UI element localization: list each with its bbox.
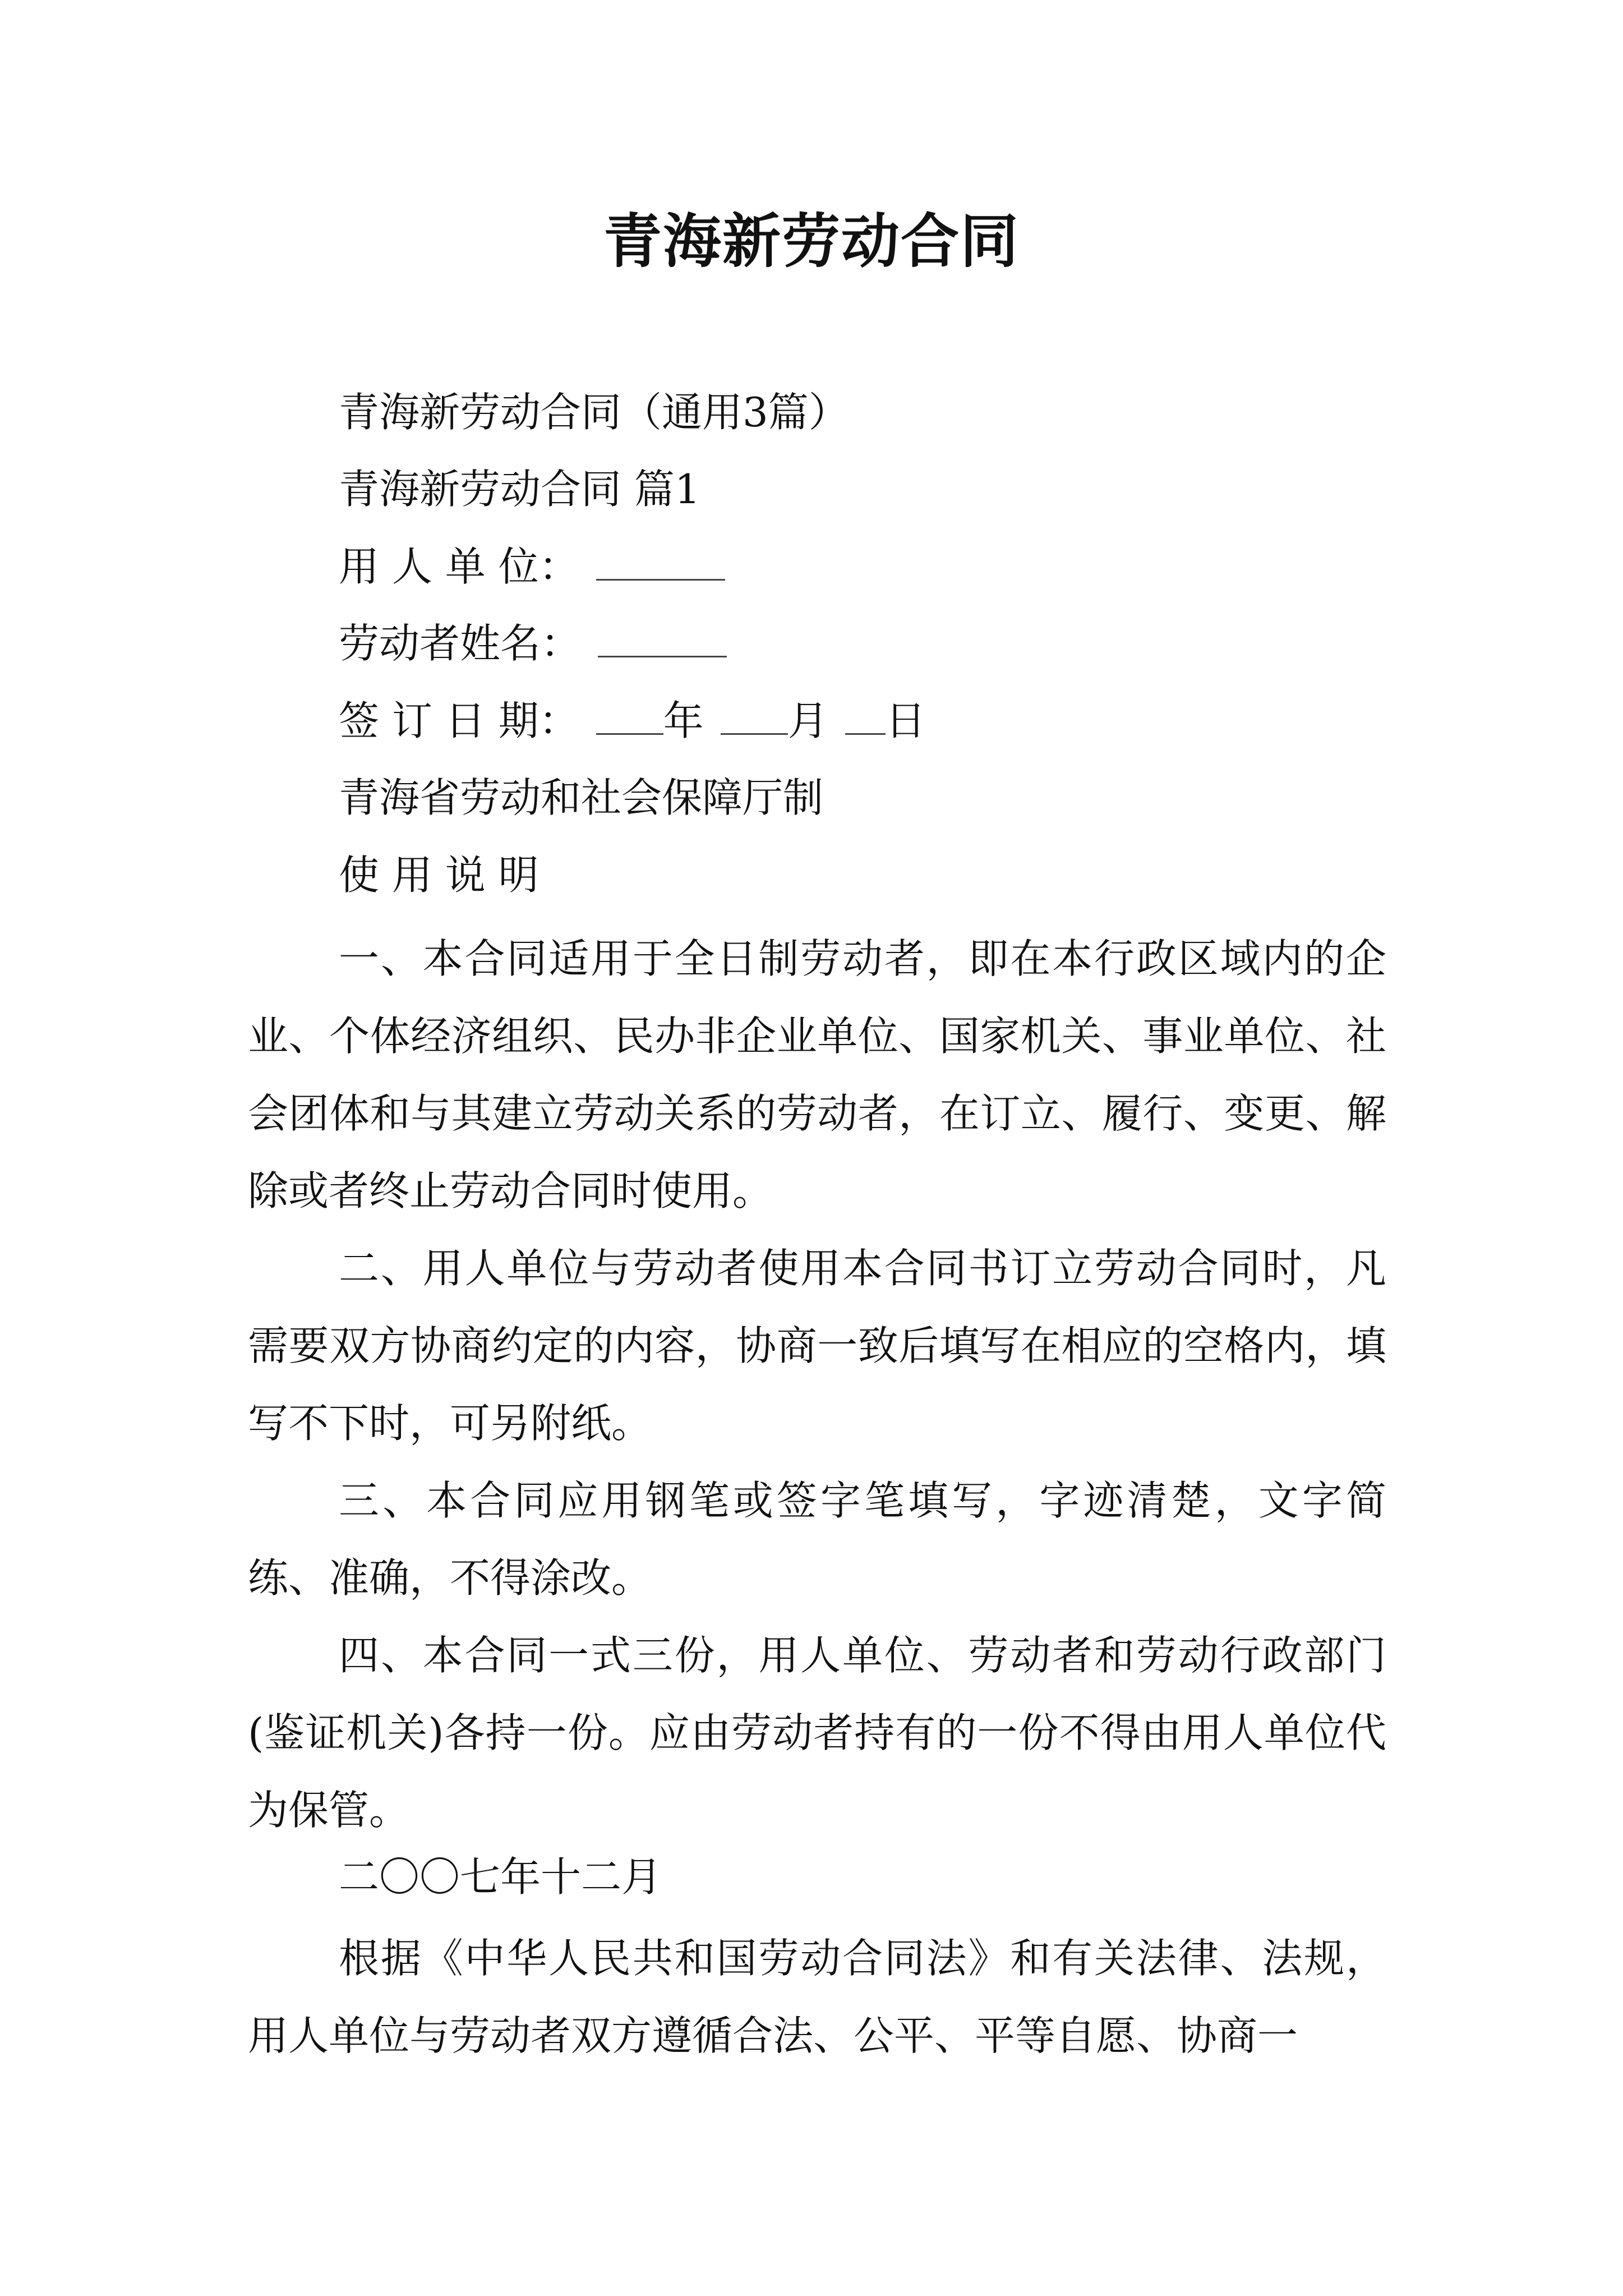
instruction-paragraph-3: 三、本合同应用钢笔或签字笔填写，字迹清楚，文字简练、准确，不得涂改。: [248, 1477, 1386, 1602]
document-subtitle: 青海新劳动合同（通用3篇）: [339, 389, 849, 436]
employer-label: 用 人 单 位：: [339, 543, 579, 590]
day-label: 日: [885, 697, 926, 744]
date-field: [339, 693, 926, 749]
worker-label: 劳动者姓名：: [339, 620, 582, 667]
issuer-line: 青海省劳动和社会保障厅制: [339, 774, 824, 821]
worker-field: [339, 615, 727, 671]
year-label: 年: [663, 697, 704, 744]
closing-paragraph: 根据《中华人民共和国劳动合同法》和有关法律、法规，用人单位与劳动者双方遵循合法、公平、平等自愿、协商一: [248, 1935, 1386, 2059]
date-line: 二〇〇七年十二月: [339, 1853, 662, 1901]
month-blank[interactable]: [721, 693, 788, 735]
instruction-paragraph-4: 四、本合同一式三份，用人单位、劳动者和劳动行政部门(鉴证机关)各持一份。应由劳动者持有的一份不得由用人单位代为保管。: [248, 1632, 1386, 1834]
year-blank[interactable]: [596, 693, 663, 735]
worker-blank[interactable]: [598, 615, 727, 657]
instruction-paragraph-1: 一、本合同适用于全日制劳动者，即在本行政区域内的企业、个体经济组织、民办非企业单位、国家机关、事业单位、社会团体和与其建立劳动关系的劳动者，在订立、履行、变更、解除或者终止劳动合同时使用。: [248, 935, 1386, 1214]
month-label: 月: [787, 697, 828, 744]
document-title: 青海新劳动合同: [603, 206, 1020, 275]
section-heading: 青海新劳动合同 篇1: [339, 466, 700, 513]
employer-field: [339, 539, 725, 595]
employer-blank[interactable]: [596, 539, 725, 581]
day-blank[interactable]: [845, 693, 886, 735]
date-label: 签 订 日 期：: [339, 697, 579, 744]
instruction-paragraph-2: 二、用人单位与劳动者使用本合同书订立劳动合同时，凡需要双方协商约定的内容，协商一致后填写在相应的空格内，填写不下时，可另附纸。: [248, 1245, 1386, 1447]
instructions-heading: 使 用 说 明: [339, 852, 539, 899]
